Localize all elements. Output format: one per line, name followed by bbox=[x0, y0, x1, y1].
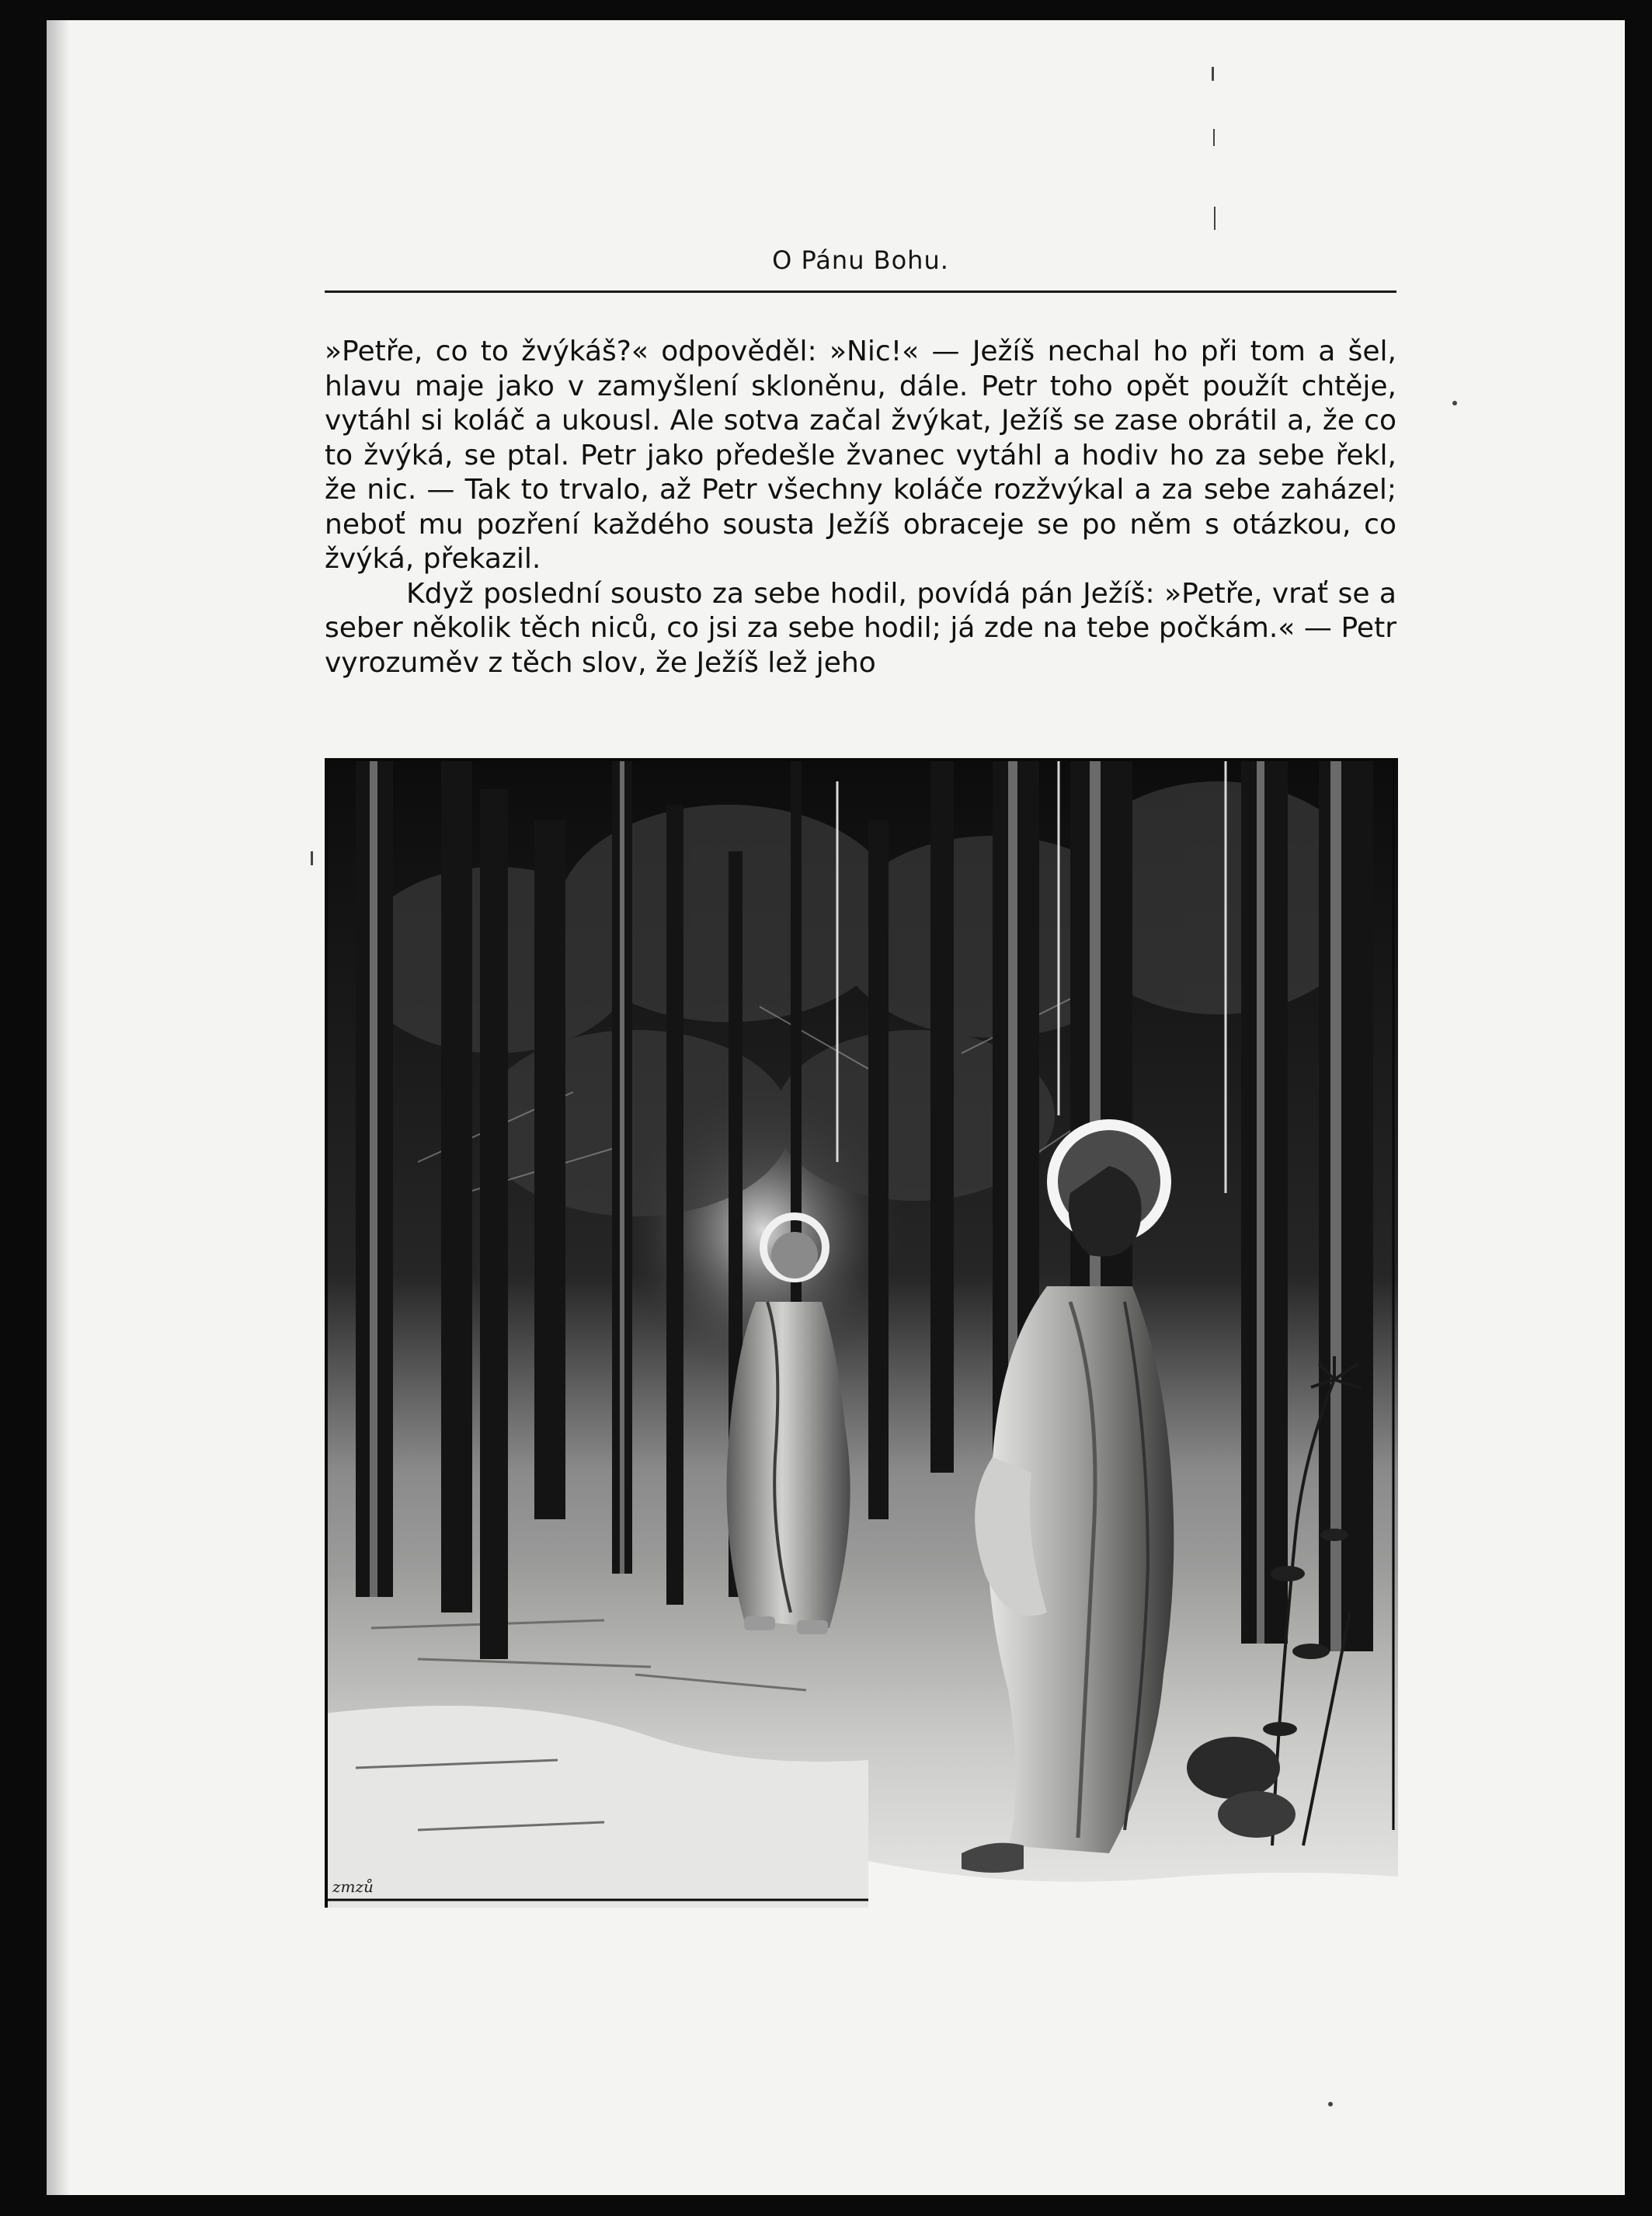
artist-signature: zmzů bbox=[332, 1877, 374, 1896]
paragraph: »Petře, co to žvýkáš?« odpověděl: »Nic!« — Ježíš nechal ho při tom a šel, hlavu maje jako v zamyšlení skloněnu, dále. Petr toho opět použít chtěje, vytáhl si koláč a ukousl. Ale sotva začal žvýkat, Ježíš se zase obrátil a, že co to žvýká, se ptal. Petr jako předešle žvanec vytáhl a hodiv ho za sebe řekl, že nic. — Tak to trvalo, až Petr všechny koláče rozžvýkal a za sebe zaházel; neboť mu pozření každého sousta Ježíš obraceje se po něm s otázkou, co žvýká, překazil. bbox=[325, 336, 1396, 575]
book-page bbox=[47, 20, 1625, 2195]
paragraph: Když poslední sousto za sebe hodil, povídá pán Ježíš: »Petře, vrať se a seber několik těch niců, co jsi za sebe hodil; já zde na tebe počkám.« — Petr vyrozuměv z těch slov, že Ježíš lež jeho bbox=[325, 577, 1396, 679]
margin-speck bbox=[1328, 2102, 1333, 2106]
margin-speck bbox=[1214, 207, 1216, 230]
margin-speck bbox=[311, 851, 313, 865]
body-text bbox=[325, 335, 1396, 680]
gutter-shadow bbox=[47, 20, 70, 2195]
header-rule bbox=[325, 290, 1396, 293]
margin-speck bbox=[1213, 129, 1215, 146]
illustration-forest-scene bbox=[325, 758, 1398, 1908]
margin-speck bbox=[1212, 67, 1214, 81]
margin-speck bbox=[1452, 401, 1457, 405]
running-head: O Pánu Bohu. bbox=[772, 245, 949, 275]
